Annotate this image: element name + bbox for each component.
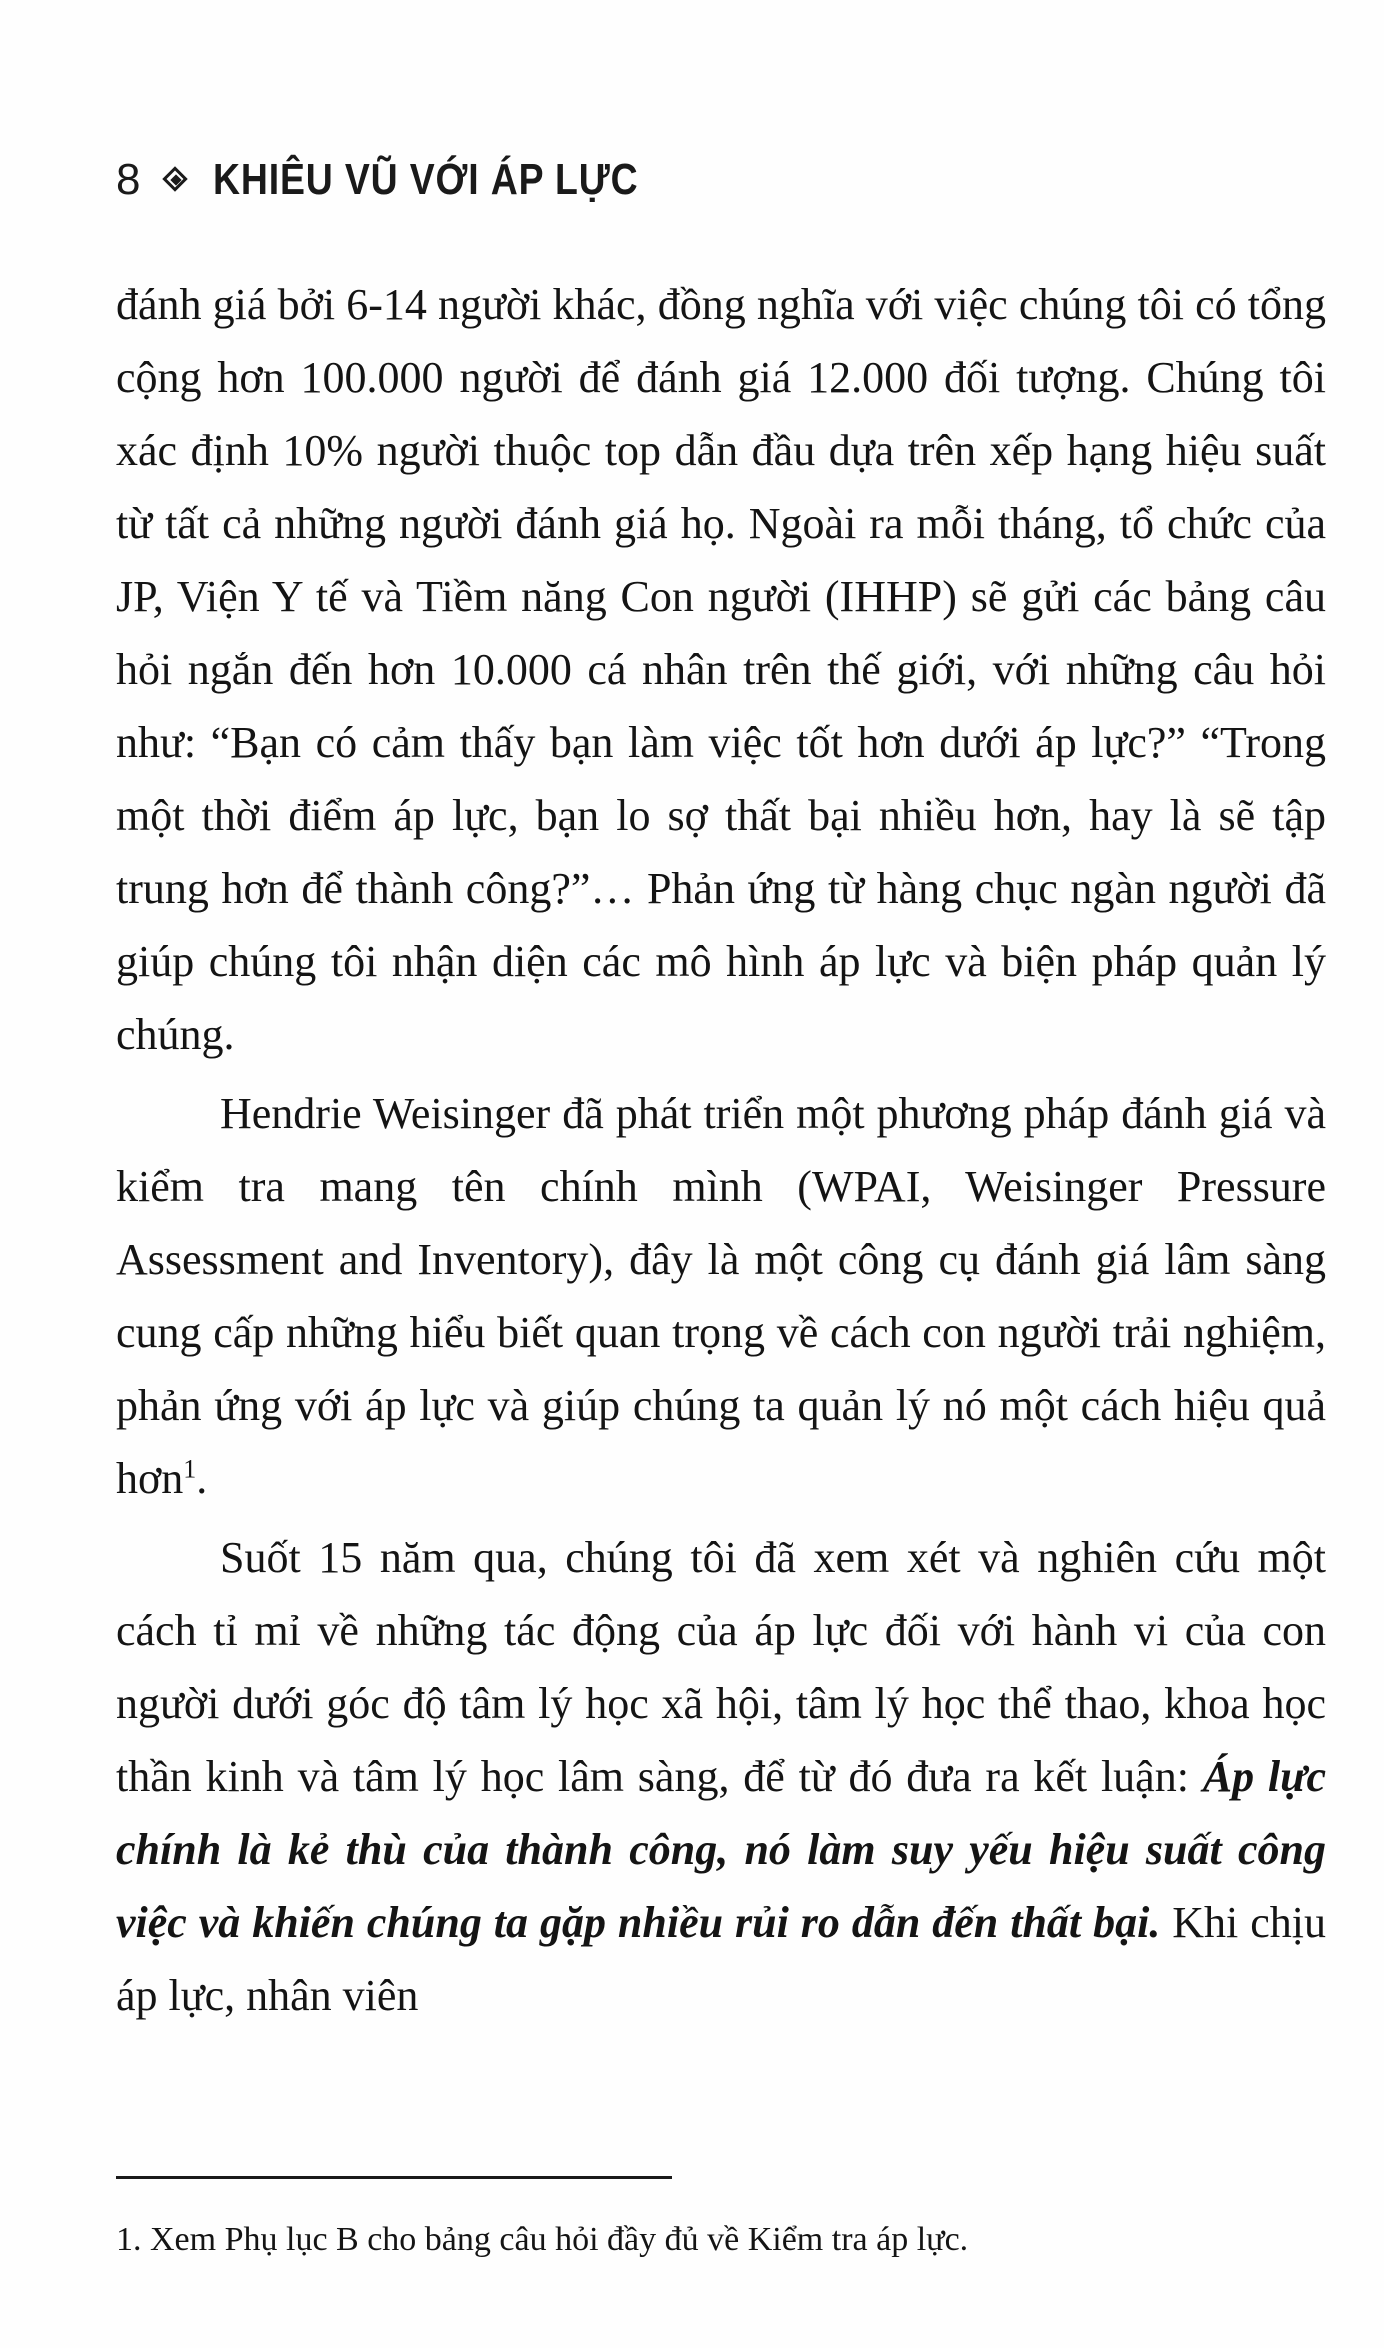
paragraph-2-end: .	[196, 1454, 208, 1503]
running-header	[116, 150, 714, 210]
footnote-divider	[116, 2176, 672, 2179]
paragraph-3-text: Suốt 15 năm qua, chúng tôi đã xem xét và nghiên cứu một cách tỉ mỉ về những tác động của áp lực đối với hành vi của con người dưới góc độ tâm lý học xã hội, tâm lý học thể thao, khoa học thần kinh và tâm lý học lâm sàng, để từ đó đưa ra kết luận:	[116, 1533, 1326, 1801]
paragraph-1	[116, 268, 1326, 1071]
footnote-reference: 1	[183, 1454, 197, 1484]
diamond-ornament-icon	[163, 167, 189, 193]
paragraph-3	[116, 1521, 1326, 2032]
paragraph-2	[116, 1077, 1326, 1515]
footnote: 1. Xem Phụ lục B cho bảng câu hỏi đầy đủ về Kiểm tra áp lực.	[116, 2221, 969, 2258]
paragraph-1-text: đánh giá bởi 6-14 người khác, đồng nghĩa với việc chúng tôi có tổng cộng hơn 100.000 người để đánh giá 12.000 đối tượng. Chúng tôi xác định 10% người thuộc top dẫn đầu dựa trên xếp hạng hiệu suất từ tất cả những người đánh giá họ. Ngoài ra mỗi tháng, tổ chức của JP, Viện Y tế và Tiềm năng Con người (IHHP) sẽ gửi các bảng câu hỏi ngắn đến hơn 10.000 cá nhân trên thế giới, với những câu hỏi như: “Bạn có cảm thấy bạn làm việc tốt hơn dưới áp lực?” “Trong một thời điểm áp lực, bạn lo sợ thất bại nhiều hơn, hay là sẽ tập trung hơn để thành công?”… Phản ứng từ hàng chục ngàn người đã giúp chúng tôi nhận diện các mô hình áp lực và biện pháp quản lý chúng.	[116, 280, 1326, 1059]
paragraph-3-end: Khi chịu áp lực, nhân viên	[116, 1898, 1326, 2020]
paragraph-2-text: Hendrie Weisinger đã phát triển một phương pháp đánh giá và kiểm tra mang tên chính mình (WPAI, Weisinger Pressure Assessment and Inventory), đây là một công cụ đánh giá lâm sàng cung cấp những hiểu biết quan trọng về cách con người trải nghiệm, phản ứng với áp lực và giúp chúng ta quản lý nó một cách hiệu quả hơn	[116, 1089, 1326, 1503]
paragraph-3-emphasis: Áp lực chính là kẻ thù của thành công, nó làm suy yếu hiệu suất công việc và khiến chúng ta gặp nhiều rủi ro dẫn đến thất bại.	[116, 1752, 1326, 1947]
body-text	[116, 268, 1326, 2032]
page-number: 8	[116, 155, 142, 204]
book-title: KHIÊU VŨ VỚI ÁP LỰC	[213, 155, 639, 204]
